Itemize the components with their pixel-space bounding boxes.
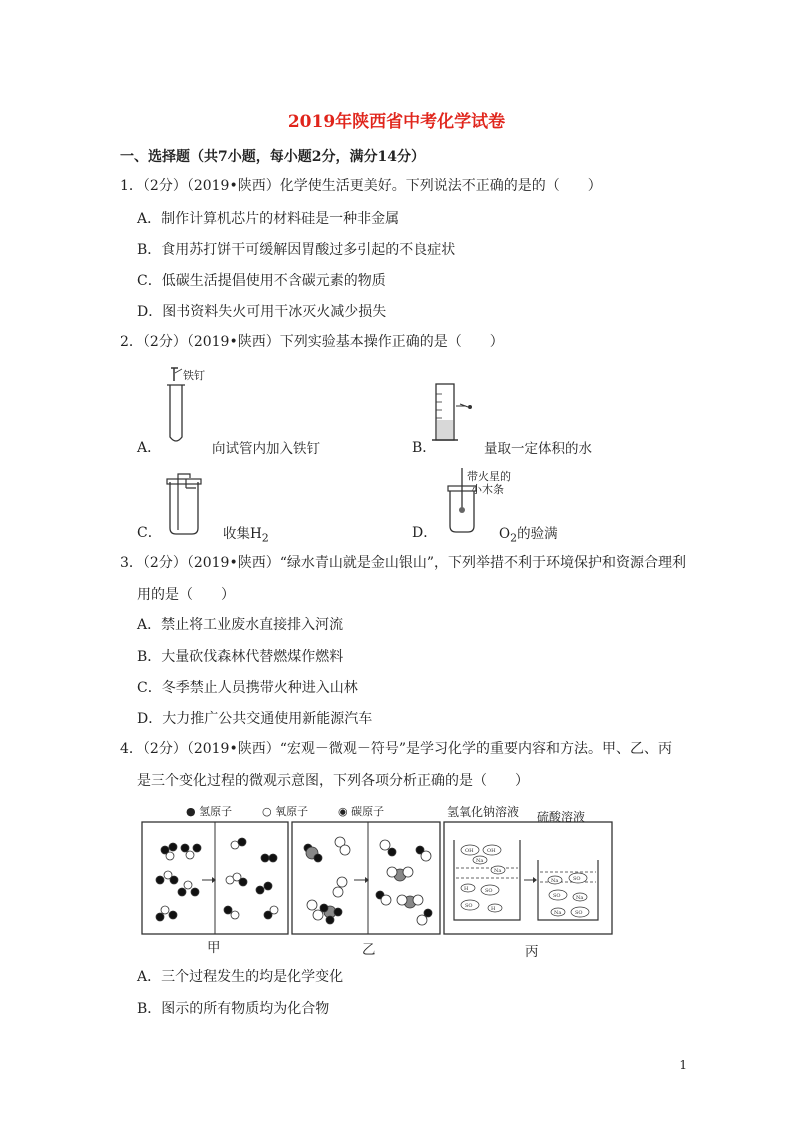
ion-na: Na <box>476 858 484 864</box>
question-4-stem-line1: 4．（2分）（2019•陕西）“宏观－微观－符号”是学习化学的重要内容和方法。甲、乙、丙 <box>120 741 673 757</box>
q4-option-a: A．三个过程发生的均是化学变化 <box>137 969 344 985</box>
page-title: 2019年陕西省中考化学试卷 <box>287 112 506 132</box>
gas-collection-bottle-figure <box>160 468 210 538</box>
ion-na: Na <box>494 868 502 874</box>
q1-option-b: B．食用苏打饼干可缓解因胃酸过多引起的不良症状 <box>137 242 456 258</box>
q2-option-d-caption: $O_2$的验满 <box>499 526 558 545</box>
q2-option-c-letter: C． <box>137 525 162 541</box>
page-number: 1 <box>679 1058 687 1072</box>
sulfuric-acid-label: 硫酸溶液 <box>537 810 586 824</box>
sodium-hydroxide-label: 氢氧化钠溶液 <box>447 805 520 819</box>
q2-option-a-letter: A． <box>137 440 162 456</box>
ion-oh: OH <box>465 848 474 854</box>
q2-option-c-caption: 收集$H_2$ <box>223 526 269 545</box>
q2-option-b-letter: B． <box>412 440 437 456</box>
ion-so4: SO <box>573 876 581 882</box>
ion-na: Na <box>554 910 562 916</box>
ion-so4: SO <box>465 903 473 909</box>
graduated-cylinder-figure <box>430 380 480 448</box>
q3-option-d: D．大力推广公共交通使用新能源汽车 <box>137 711 373 727</box>
question-3-stem-line2: 用的是（ ） <box>137 587 235 603</box>
question-1-stem: 1．（2分）（2019•陕西）化学使生活更美好。下列说法不正确的是的（ ） <box>120 178 602 194</box>
q3-option-c: C．冬季禁止人员携带火种进入山林 <box>137 680 358 696</box>
micro-diagram <box>140 820 615 940</box>
question-3-stem-line1: 3．（2分）（2019•陕西）“绿水青山就是金山银山”，下列举措不利于环境保护和资源合理利 <box>120 555 687 571</box>
panel-label-bing: 丙 <box>525 944 539 960</box>
legend-oxygen: ○ 氧原子 <box>262 805 309 818</box>
q2-option-a-caption: 向试管内加入铁钉 <box>212 441 320 457</box>
q1-option-a: A．制作计算机芯片的材料硅是一种非金属 <box>137 211 400 227</box>
ion-h: H <box>491 906 496 912</box>
section-heading: 一、选择题（共7小题，每小题2分，满分14分） <box>120 149 425 165</box>
q3-option-b: B．大量砍伐森林代替燃煤作燃料 <box>137 649 344 665</box>
splint-label-line1: 带火星的 <box>467 470 511 483</box>
ion-na: Na <box>576 895 584 901</box>
ion-so4: SO <box>575 910 583 916</box>
q1-option-d: D．图书资料失火可用干冰灭火减少损失 <box>137 304 387 320</box>
subscript-2: 2 <box>261 531 269 545</box>
splint-label-line2: 小木条 <box>471 483 504 496</box>
panel-label-yi: 乙 <box>362 942 376 958</box>
ion-so4: SO <box>553 893 561 899</box>
ion-oh: OH <box>487 848 496 854</box>
question-4-stem-line2: 是三个变化过程的微观示意图，下列各项分析正确的是（ ） <box>137 773 529 789</box>
q2-option-d-letter: D． <box>412 525 438 541</box>
nail-label: 铁钉 <box>183 369 205 382</box>
q3-option-a: A．禁止将工业废水直接排入河流 <box>137 617 344 633</box>
subscript-2: 2 <box>510 531 518 545</box>
question-2-stem: 2．（2分）（2019•陕西）下列实验基本操作正确的是（ ） <box>120 334 504 350</box>
panel-label-jia: 甲 <box>207 940 221 956</box>
legend-hydrogen: ● 氢原子 <box>186 805 233 818</box>
ion-h: H <box>464 886 469 892</box>
legend-carbon: ◉ 碳原子 <box>338 805 385 818</box>
ion-so4: SO <box>485 888 493 894</box>
q4-option-b: B．图示的所有物质均为化合物 <box>137 1001 330 1017</box>
q1-option-c: C．低碳生活提倡使用不含碳元素的物质 <box>137 273 386 289</box>
ion-na: Na <box>551 878 559 884</box>
q2-option-b-caption: 量取一定体积的水 <box>484 441 592 457</box>
